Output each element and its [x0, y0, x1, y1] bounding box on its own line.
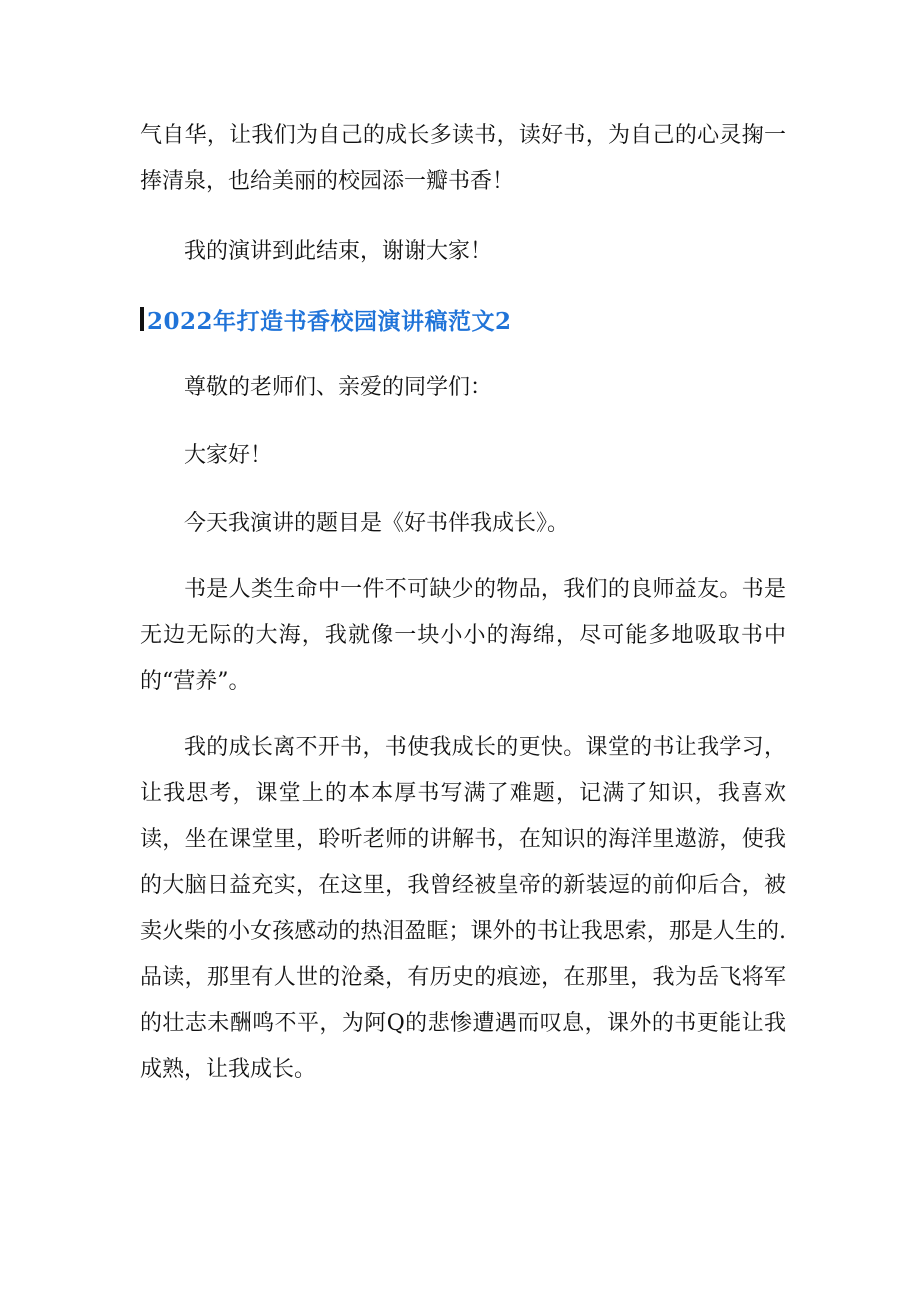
greeting: 大家好！ [184, 443, 273, 468]
paragraph-books: 书是人类生命中一件不可缺少的物品，我们的良师益友。书是无边无际的大海，我就像一块小小的海绵，尽可能多地吸取书中的“营养”。 [140, 577, 786, 694]
intro-paragraph: 气自华，让我们为自己的成长多读书，读好书，为自己的心灵掬一捧清泉，也给美丽的校园添一瓣书香！ [140, 123, 786, 194]
heading-marker-icon [140, 307, 144, 331]
document-body [140, 113, 786, 1093]
salutation: 尊敬的老师们、亲爱的同学们： [184, 375, 493, 400]
section-heading-text: 2022年打造书香校园演讲稿范文2 [147, 307, 512, 335]
topic-line: 今天我演讲的题目是《好书伴我成长》。 [184, 511, 570, 536]
paragraph-growth: 我的成长离不开书，书使我成长的更快。课堂的书让我学习，让我思考，课堂上的本本厚书写满了难题，记满了知识，我喜欢读，坐在课堂里，聆听老师的讲解书，在知识的海洋里遨游，使我的大脑日益充实，在这里，我曾经被皇帝的新装逗的前仰后合，被卖火柴的小女孩感动的热泪盈眶；课外的书让我思索，那是人生的.品读，那里有人世的沧桑，有历史的痕迹，在那里，我为岳飞将军的壮志未酬鸣不平，为阿Q的悲惨遭遇而叹息，课外的书更能让我成熟，让我成长。 [140, 735, 786, 1082]
closing-line: 我的演讲到此结束，谢谢大家！ [184, 239, 493, 264]
section-heading [140, 295, 786, 343]
